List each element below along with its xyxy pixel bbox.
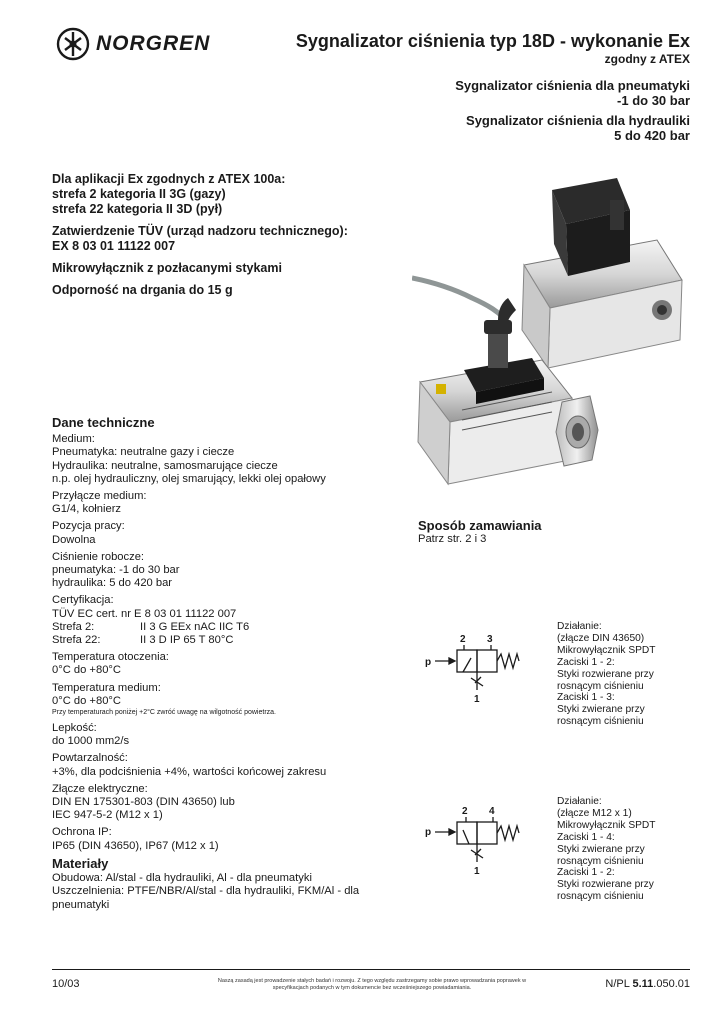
- viscosity-label: Lepkość:: [52, 722, 97, 735]
- pneumatic-range: [455, 78, 690, 108]
- pressure-hydraulic: hydraulika: 5 do 420 bar: [52, 577, 173, 590]
- medium-pneumatic: Pneumatyka: neutralne gazy i ciecze: [52, 446, 235, 459]
- brand-wordmark: NORGREN: [96, 32, 211, 55]
- diagram-2-label-p: p: [425, 827, 432, 838]
- diagram-2-line: rosnącym ciśnieniu: [557, 855, 644, 867]
- document-title: Sygnalizator ciśnienia typ 18D - wykonanie Ex: [295, 31, 690, 51]
- diagram-1-line: rosnącym ciśnieniu: [557, 716, 644, 728]
- repeatability-spec: [52, 752, 412, 778]
- pneumatic-range-label: Sygnalizator ciśnienia dla pneumatyki: [455, 78, 690, 93]
- footer-divider: [52, 969, 690, 970]
- footer-disclaimer: Naszą zasadą jest prowadzenie stałych badań i rozwoju. Z tego względu zastrzegamy sobie prawo wprowadzania poprawek w specyfikacjach podanych w tym dokumencie bez wcześniejszego powiadamiania.: [217, 978, 527, 991]
- technical-data-heading: Dane techniczne: [52, 415, 155, 430]
- pneumatic-range-value: -1 do 30 bar: [617, 93, 690, 108]
- technical-data: [52, 416, 412, 912]
- electrical-value-1: DIN EN 175301-803 (DIN 43650) lub: [52, 796, 235, 809]
- diagram-1-label-p: p: [425, 657, 432, 668]
- protection-spec: [52, 826, 412, 852]
- position-spec: [52, 520, 412, 546]
- port-value: G1/4, kołnierz: [52, 503, 122, 516]
- medium-temp-spec: [52, 682, 412, 718]
- footer-document-code: [605, 978, 690, 990]
- atex-line-2: strefa 2 kategoria II 3G (gazy): [52, 187, 226, 201]
- diagram-2-description: [557, 796, 697, 903]
- position-label: Pozycja pracy:: [52, 520, 125, 533]
- ambient-temp-label: Temperatura otoczenia:: [52, 651, 169, 664]
- certification-spec: [52, 594, 412, 647]
- port-spec: [52, 490, 412, 516]
- zone-2-value: II 3 G EEx nAC IIC T6: [140, 620, 250, 633]
- certification-value: TÜV EC cert. nr E 8 03 01 11122 007: [52, 607, 237, 620]
- atex-line-3: strefa 22 kategoria II 3D (pył): [52, 202, 223, 216]
- diagram-1-line: Zaciski 1 - 3:: [557, 692, 615, 704]
- position-value: Dowolna: [52, 533, 96, 546]
- electrical-spec: [52, 783, 412, 823]
- medium-temp-label: Temperatura medium:: [52, 681, 161, 694]
- atex-feature: [52, 172, 392, 217]
- hydraulic-range-label: Sygnalizator ciśnienia dla hydrauliki: [466, 113, 690, 128]
- materials-seals: Uszczelnienia: PTFE/NBR/Al/stal - dla hydrauliki, FKM/Al - dla pneumatyki: [52, 885, 360, 911]
- pressure-label: Ciśnienie robocze:: [52, 550, 145, 563]
- diagram-1-description: [557, 621, 697, 728]
- zone-22-key: Strefa 22:: [52, 634, 101, 647]
- pressure-pneumatic: pneumatyka: -1 do 30 bar: [52, 564, 180, 577]
- document-subtitle: zgodny z ATEX: [604, 52, 690, 66]
- certification-label: Certyfikacja:: [52, 594, 114, 607]
- diagram-1-label-1: 1: [474, 694, 480, 705]
- electrical-label: Złącze elektryczne:: [52, 782, 148, 795]
- diagram-2-line: Zaciski 1 - 4:: [557, 831, 615, 843]
- ambient-temp-value: 0°C do +80°C: [52, 664, 121, 677]
- materials-section: [52, 857, 412, 912]
- diagram-2-label-2: 2: [462, 806, 468, 817]
- tuv-line-1: Zatwierdzenie TÜV (urząd nadzoru technicznego):: [52, 224, 348, 238]
- tuv-line-2: EX 8 03 01 11122 007: [52, 239, 176, 253]
- diagram-2-line: Styki zwierane przy: [557, 843, 645, 855]
- diagram-2-line: Działanie:: [557, 796, 602, 807]
- zone-22-row: [52, 634, 412, 647]
- diagram-2-line: rosnącym ciśnieniu: [557, 891, 644, 903]
- rear-switch-body: [522, 178, 682, 368]
- tuv-feature: [52, 224, 392, 254]
- features-list: [52, 172, 392, 305]
- protection-value: IP65 (DIN 43650), IP67 (M12 x 1): [52, 839, 219, 852]
- viscosity-spec: [52, 722, 412, 748]
- medium-label: Medium:: [52, 433, 95, 446]
- norgren-logo: [56, 26, 256, 62]
- electrical-value-2: IEC 947-5-2 (M12 x 1): [52, 809, 163, 822]
- viscosity-value: do 1000 mm2/s: [52, 735, 130, 748]
- ordering-section: [418, 519, 542, 546]
- hydraulic-range-value: 5 do 420 bar: [614, 128, 690, 143]
- diagram-1-line: Zaciski 1 - 2:: [557, 656, 615, 668]
- diagram-2-label-1: 1: [474, 866, 480, 877]
- atex-line-1: Dla aplikacji Ex zgodnych z ATEX 100a:: [52, 172, 286, 186]
- medium-temp-note: Przy temperaturach poniżej +2°C zwróć uwagę na wilgotność powietrza.: [52, 709, 276, 717]
- medium-oils: n.p. olej hydrauliczny, olej smarujący, lekki olej opałowy: [52, 472, 326, 485]
- switch-diagram-m12: [425, 802, 525, 882]
- diagram-1-label-3: 3: [487, 634, 493, 645]
- zone-2-key: Strefa 2:: [52, 620, 95, 633]
- diagram-1-line: Działanie:: [557, 621, 602, 632]
- materials-body: Obudowa: Al/stal - dla hydrauliki, Al - dla pneumatyki: [52, 872, 312, 885]
- diagram-1-line: Styki zwierane przy: [557, 704, 645, 716]
- zone-2-row: [52, 621, 412, 634]
- port-label: Przyłącze medium:: [52, 490, 147, 503]
- diagram-2-line: (złącze M12 x 1): [557, 807, 632, 819]
- materials-heading: Materiały: [52, 855, 109, 871]
- medium-temp-value: 0°C do +80°C: [52, 694, 121, 707]
- diagram-1-line: rosnącym ciśnieniu: [557, 680, 644, 692]
- protection-label: Ochrona IP:: [52, 826, 112, 839]
- footer-date: 10/03: [52, 978, 80, 990]
- medium-hydraulic: Hydraulika: neutralne, samosmarujące ciecze: [52, 459, 278, 472]
- ordering-heading: Sposób zamawiania: [418, 518, 542, 533]
- diagram-2-line: Mikrowyłącznik SPDT: [557, 819, 656, 831]
- diagram-2-label-4: 4: [489, 806, 495, 817]
- diagram-2-line: Zaciski 1 - 2:: [557, 867, 615, 879]
- repeatability-label: Powtarzalność:: [52, 752, 128, 765]
- diagram-2-line: Styki rozwierane przy: [557, 879, 654, 891]
- code-suffix: .050.01: [653, 978, 690, 990]
- hydraulic-range: [466, 113, 690, 143]
- repeatability-value: +3%, dla podciśnienia +4%, wartości końcowej zakresu: [52, 765, 327, 778]
- vibration-feature: Odporność na drgania do 15 g: [52, 283, 233, 297]
- diagram-1-label-2: 2: [460, 634, 466, 645]
- switch-diagram-din: [425, 630, 525, 710]
- code-bold: 5.11: [632, 978, 654, 990]
- pressure-spec: [52, 551, 412, 591]
- norgren-emblem-icon: [56, 27, 90, 61]
- microswitch-feature: Mikrowyłącznik z pozłacanymi stykami: [52, 261, 282, 275]
- zone-22-value: II 3 D IP 65 T 80°C: [140, 634, 234, 647]
- diagram-1-line: (złącze DIN 43650): [557, 632, 645, 644]
- product-photo: [412, 170, 692, 500]
- ordering-reference: Patrz str. 2 i 3: [418, 533, 487, 545]
- diagram-1-line: Mikrowyłącznik SPDT: [557, 644, 656, 656]
- medium-spec: [52, 433, 412, 486]
- diagram-1-line: Styki rozwierane przy: [557, 668, 654, 680]
- ambient-temp-spec: [52, 651, 412, 677]
- code-prefix: N/PL: [605, 978, 630, 990]
